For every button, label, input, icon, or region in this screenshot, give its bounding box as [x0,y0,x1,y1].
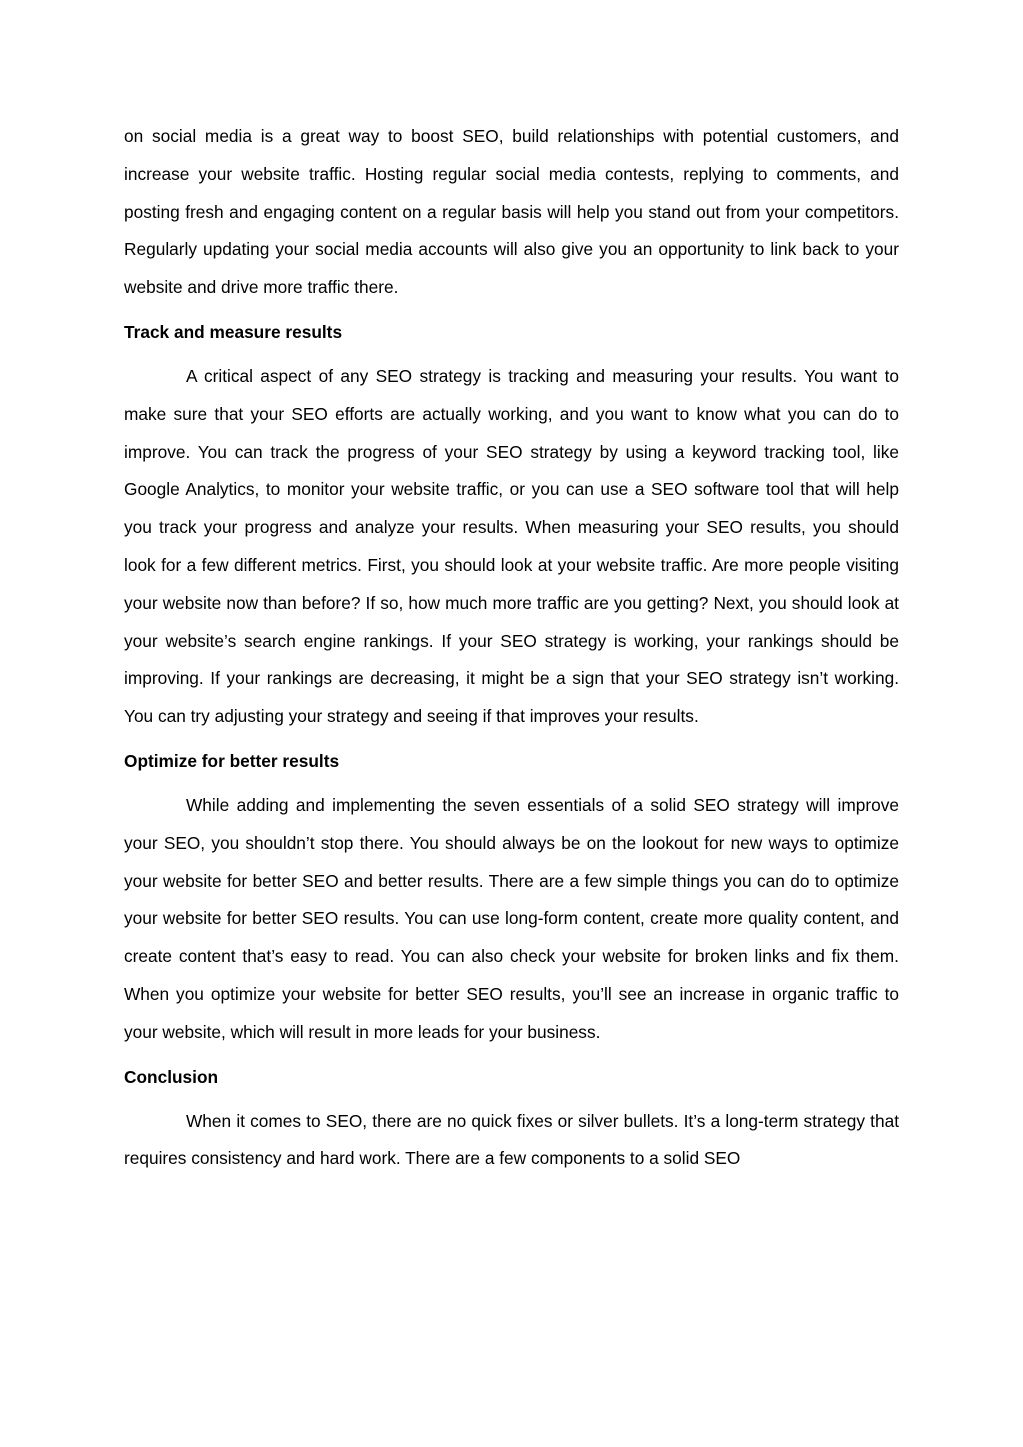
paragraph-conclusion: When it comes to SEO, there are no quick fixes or silver bullets. It’s a long-term strategy that requires consistency and hard work. There are a few components to a solid SEO [124,1110,899,1169]
heading-track-and-measure: Track and measure results [124,321,343,342]
heading-conclusion: Conclusion [124,1066,219,1087]
document-body [124,118,899,1178]
paragraph-optimize: While adding and implementing the seven essentials of a solid SEO strategy will improve your SEO, you shouldn’t stop there. You should always be on the lookout for new ways to optimize your website for better SEO and better results. There are a few simple things you can do to optimize your website for better SEO results. You can use long-form content, create more quality content, and create content that’s easy to read. You can also check your website for broken links and fix them. When you optimize your website for better SEO results, you’ll see an increase in organic traffic to your website, which will result in more leads for your business. [124,794,899,1042]
paragraph-track-and-measure: A critical aspect of any SEO strategy is tracking and measuring your results. You want to make sure that your SEO efforts are actually working, and you want to know what you can do to improve. You can track the progress of your SEO strategy by using a keyword tracking tool, like Google Analytics, to monitor your website traffic, or you can use a SEO software tool that will help you track your progress and analyze your results. When measuring your SEO results, you should look for a few different metrics. First, you should look at your website traffic. Are more people visiting your website now than before? If so, how much more traffic are you getting? Next, you should look at your website’s search engine rankings. If your SEO strategy is working, your rankings should be improving. If your rankings are decreasing, it might be a sign that your SEO strategy isn’t working. You can try adjusting your strategy and seeing if that improves your results. [124,365,899,727]
paragraph-social-media: on social media is a great way to boost SEO, build relationships with potential customers, and increase your website traffic. Hosting regular social media contests, replying to comments, and posting fresh and engaging content on a regular basis will help you stand out from your competitors. Regularly updating your social media accounts will also give you an opportunity to link back to your website and drive more traffic there. [124,126,899,298]
heading-optimize: Optimize for better results [124,750,340,771]
